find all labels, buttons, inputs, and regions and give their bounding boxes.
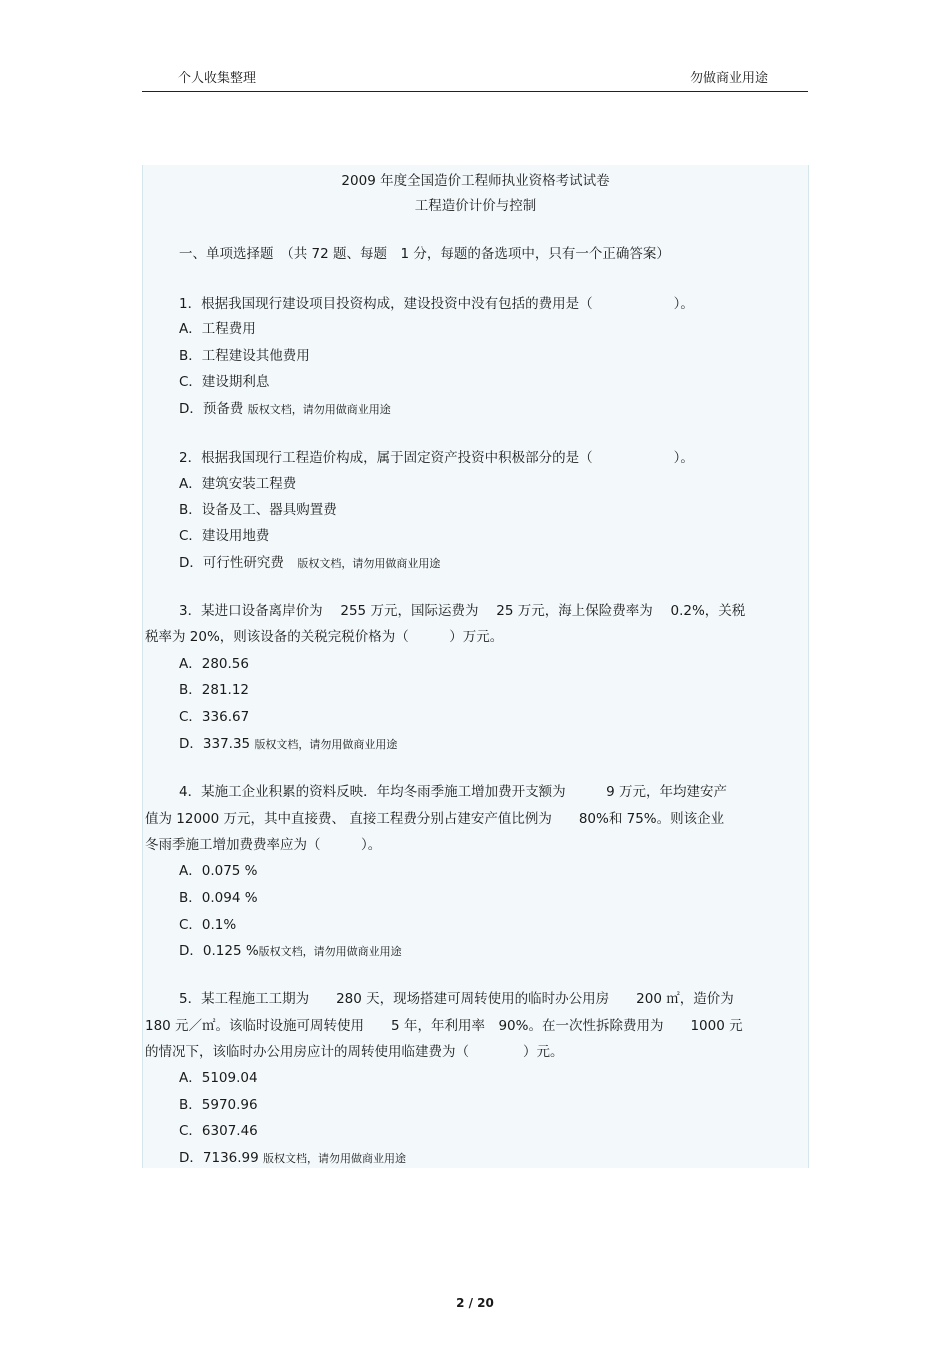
copyright-note: 版权文档，请勿用做商业用途: [247, 403, 391, 416]
option-c: C．336.67: [179, 709, 250, 725]
question-stem-line-2: 税率为 20%，则该设备的关税完税价格为（ ）万元。: [145, 629, 504, 645]
option-b: B．5970.96: [179, 1097, 258, 1113]
exam-subtitle: 工程造价计价与控制: [414, 198, 537, 214]
copyright-note: 版权文档，请勿用做商业用途: [258, 945, 402, 958]
option-a: A．5109.04: [179, 1070, 258, 1086]
option-c: C．0.1%: [179, 917, 237, 933]
question-stem-line-1: 5．某工程施工工期为 280 天，现场搭建可周转使用的临时办公用房 200 ㎡，造价为: [179, 991, 734, 1007]
option-d: [179, 400, 391, 419]
question-stem-line-1: 4．某施工企业积累的资料反映．年均冬雨季施工增加费开支额为 9 万元，年均建安产: [179, 784, 727, 800]
question-stem: 2．根据我国现行工程造价构成，属于固定资产投资中积极部分的是（ ）。: [179, 450, 694, 466]
option-d: [179, 1149, 406, 1168]
option-d-text: D．337.35: [179, 736, 251, 752]
header-right-text: 勿做商业用途: [690, 71, 769, 86]
option-a: A．工程费用: [179, 321, 256, 337]
option-b: B．0.094 %: [179, 890, 258, 906]
option-b: B．281.12: [179, 682, 249, 698]
option-d-text: D．7136.99: [179, 1150, 259, 1166]
question-stem-line-3: 的情况下，该临时办公用房应计的周转使用临建费为（ ）元。: [145, 1044, 564, 1060]
copyright-note: 版权文档，请勿用做商业用途: [254, 738, 398, 751]
option-d: [179, 735, 397, 754]
option-b: B．工程建设其他费用: [179, 348, 310, 364]
option-c: C．建设期利息: [179, 374, 270, 390]
exam-content: [142, 165, 809, 1168]
exam-title: 2009 年度全国造价工程师执业资格考试试卷: [341, 173, 610, 189]
question-stem: 1．根据我国现行建设项目投资构成，建设投资中没有包括的费用是（ ）。: [179, 296, 694, 312]
copyright-note: 版权文档，请勿用做商业用途: [263, 1152, 407, 1165]
header-left-text: 个人收集整理: [178, 71, 257, 86]
option-d-text: D．预备费: [179, 401, 244, 417]
option-d-text: D．0.125 %: [179, 943, 259, 959]
option-b: B．设备及工、器具购置费: [179, 502, 337, 518]
section-heading: 一、单项选择题 （共 72 题、每题 1 分，每题的备选项中，只有一个正确答案）: [179, 246, 670, 262]
option-d: [179, 554, 440, 573]
copyright-note: 版权文档，请勿用做商业用途: [297, 557, 441, 570]
question-stem-line-1: 3．某进口设备离岸价为 255 万元，国际运费为 25 万元，海上保险费率为 0.2%，关税: [179, 603, 746, 619]
question-stem-line-3: 冬雨季施工增加费费率应为（ ）。: [145, 837, 382, 853]
header-divider: [142, 91, 808, 92]
option-d: [179, 942, 402, 961]
question-stem-line-2: 值为 12000 万元，其中直接费、 直接工程费分别占建安产值比例为 80%和 75%。则该企业: [145, 811, 725, 827]
option-a: A．建筑安装工程费: [179, 476, 297, 492]
option-c: C．建设用地费: [179, 528, 270, 544]
question-stem-line-2: 180 元／㎡。该临时设施可周转使用 5 年，年利用率 90%。在一次性拆除费用为 1000 元: [145, 1018, 743, 1034]
option-c: C．6307.46: [179, 1123, 258, 1139]
option-a: A．280.56: [179, 656, 249, 672]
option-a: A．0.075 %: [179, 863, 258, 879]
option-d-text: D．可行性研究费: [179, 555, 284, 571]
page-number: 2 / 20: [456, 1296, 494, 1310]
